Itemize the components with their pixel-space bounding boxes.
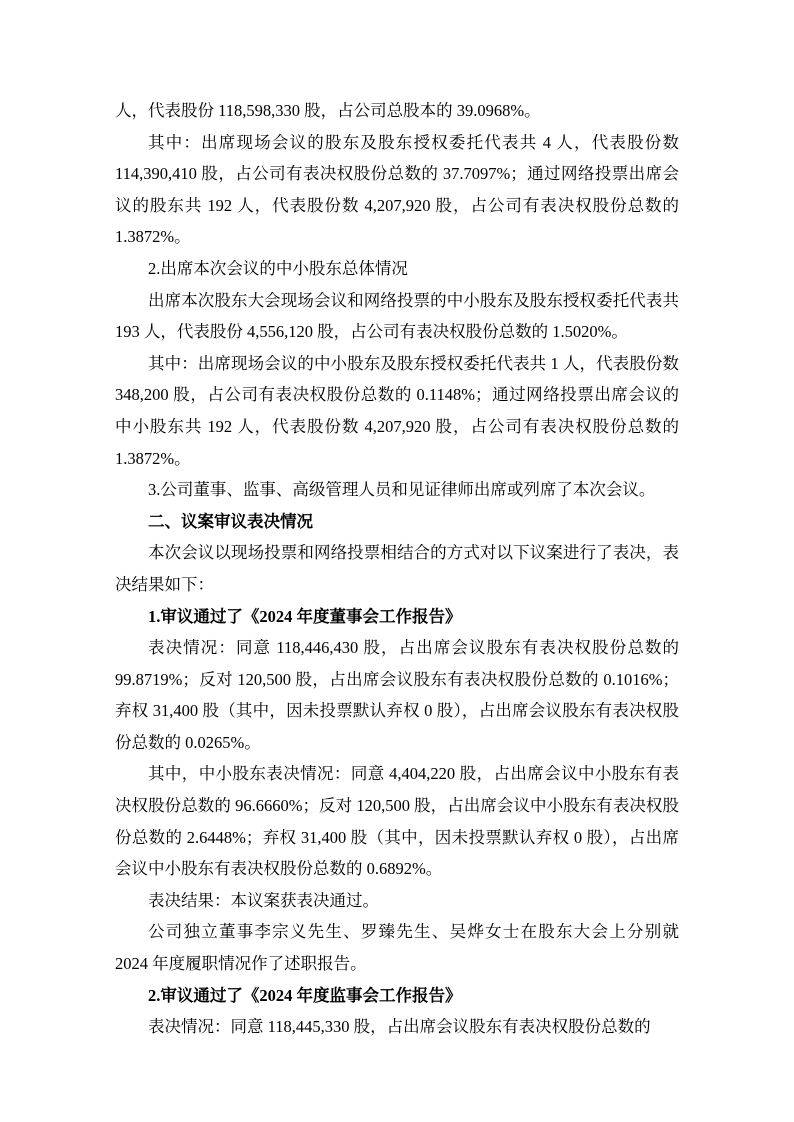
paragraph: 2.出席本次会议的中小股东总体情况 (148, 258, 408, 278)
paragraph: 表决结果：本议案获表决通过。 (148, 890, 379, 910)
paragraph: 其中：出席现场会议的中小股东及股东授权委托代表共 1 人，代表股份数 348,200 股，占公司有表决权股份总数的 0.1148%；通过网络投票出席会议的中小股东共 192 人，代表股份数 4,207,920 股，占公司有表决权股份总数的 1.3872%。 (115, 353, 679, 468)
paragraph: 出席本次股东大会现场会议和网络投票的中小股东及股东授权委托代表共 193 人，代表股份 4,556,120 股，占公司有表决权股份总数的 1.5020%。 (115, 290, 679, 342)
section-heading: 2.审议通过了《2024 年度监事会工作报告》 (148, 985, 462, 1005)
paragraph: 其中，中小股东表决情况：同意 4,404,220 股，占出席会议中小股东有表决权股份总数的 96.6660%；反对 120,500 股，占出席会议中小股东有表决权股份总数的 2.6448%；弃权 31,400 股（其中，因未投票默认弃权 0 股），占出席会议中小股东有表决权股份总数的 0.6892%。 (115, 764, 679, 879)
document-body (115, 95, 679, 1043)
paragraph: 表决情况：同意 118,445,330 股，占出席会议股东有表决权股份总数的 (148, 1017, 651, 1037)
section-heading: 二、议案审议表决情况 (148, 511, 313, 531)
paragraph: 人，代表股份 118,598,330 股，占公司总股本的 39.0968%。 (115, 101, 541, 120)
paragraph: 表决情况：同意 118,446,430 股，占出席会议股东有表决权股份总数的 99.8719%；反对 120,500 股，占出席会议股东有表决权股份总数的 0.1016%；弃权 31,400 股（其中，因未投票默认弃权 0 股），占出席会议股东有表决权股份总数的 0.0265%。 (115, 638, 679, 752)
paragraph: 3.公司董事、监事、高级管理人员和见证律师出席或列席了本次会议。 (148, 480, 656, 500)
section-heading: 1.审议通过了《2024 年度董事会工作报告》 (148, 606, 462, 626)
paragraph: 本次会议以现场投票和网络投票相结合的方式对以下议案进行了表决，表决结果如下： (115, 543, 679, 594)
paragraph: 其中：出席现场会议的股东及股东授权委托代表共 4 人，代表股份数 114,390,410 股，占公司有表决权股份总数的 37.7097%；通过网络投票出席会议的股东共 192 人，代表股份数 4,207,920 股，占公司有表决权股份总数的 1.3872%。 (115, 132, 679, 247)
paragraph: 公司独立董事李宗义先生、罗臻先生、吴烨女士在股东大会上分别就 2024 年度履职情况作了述职报告。 (115, 922, 679, 974)
